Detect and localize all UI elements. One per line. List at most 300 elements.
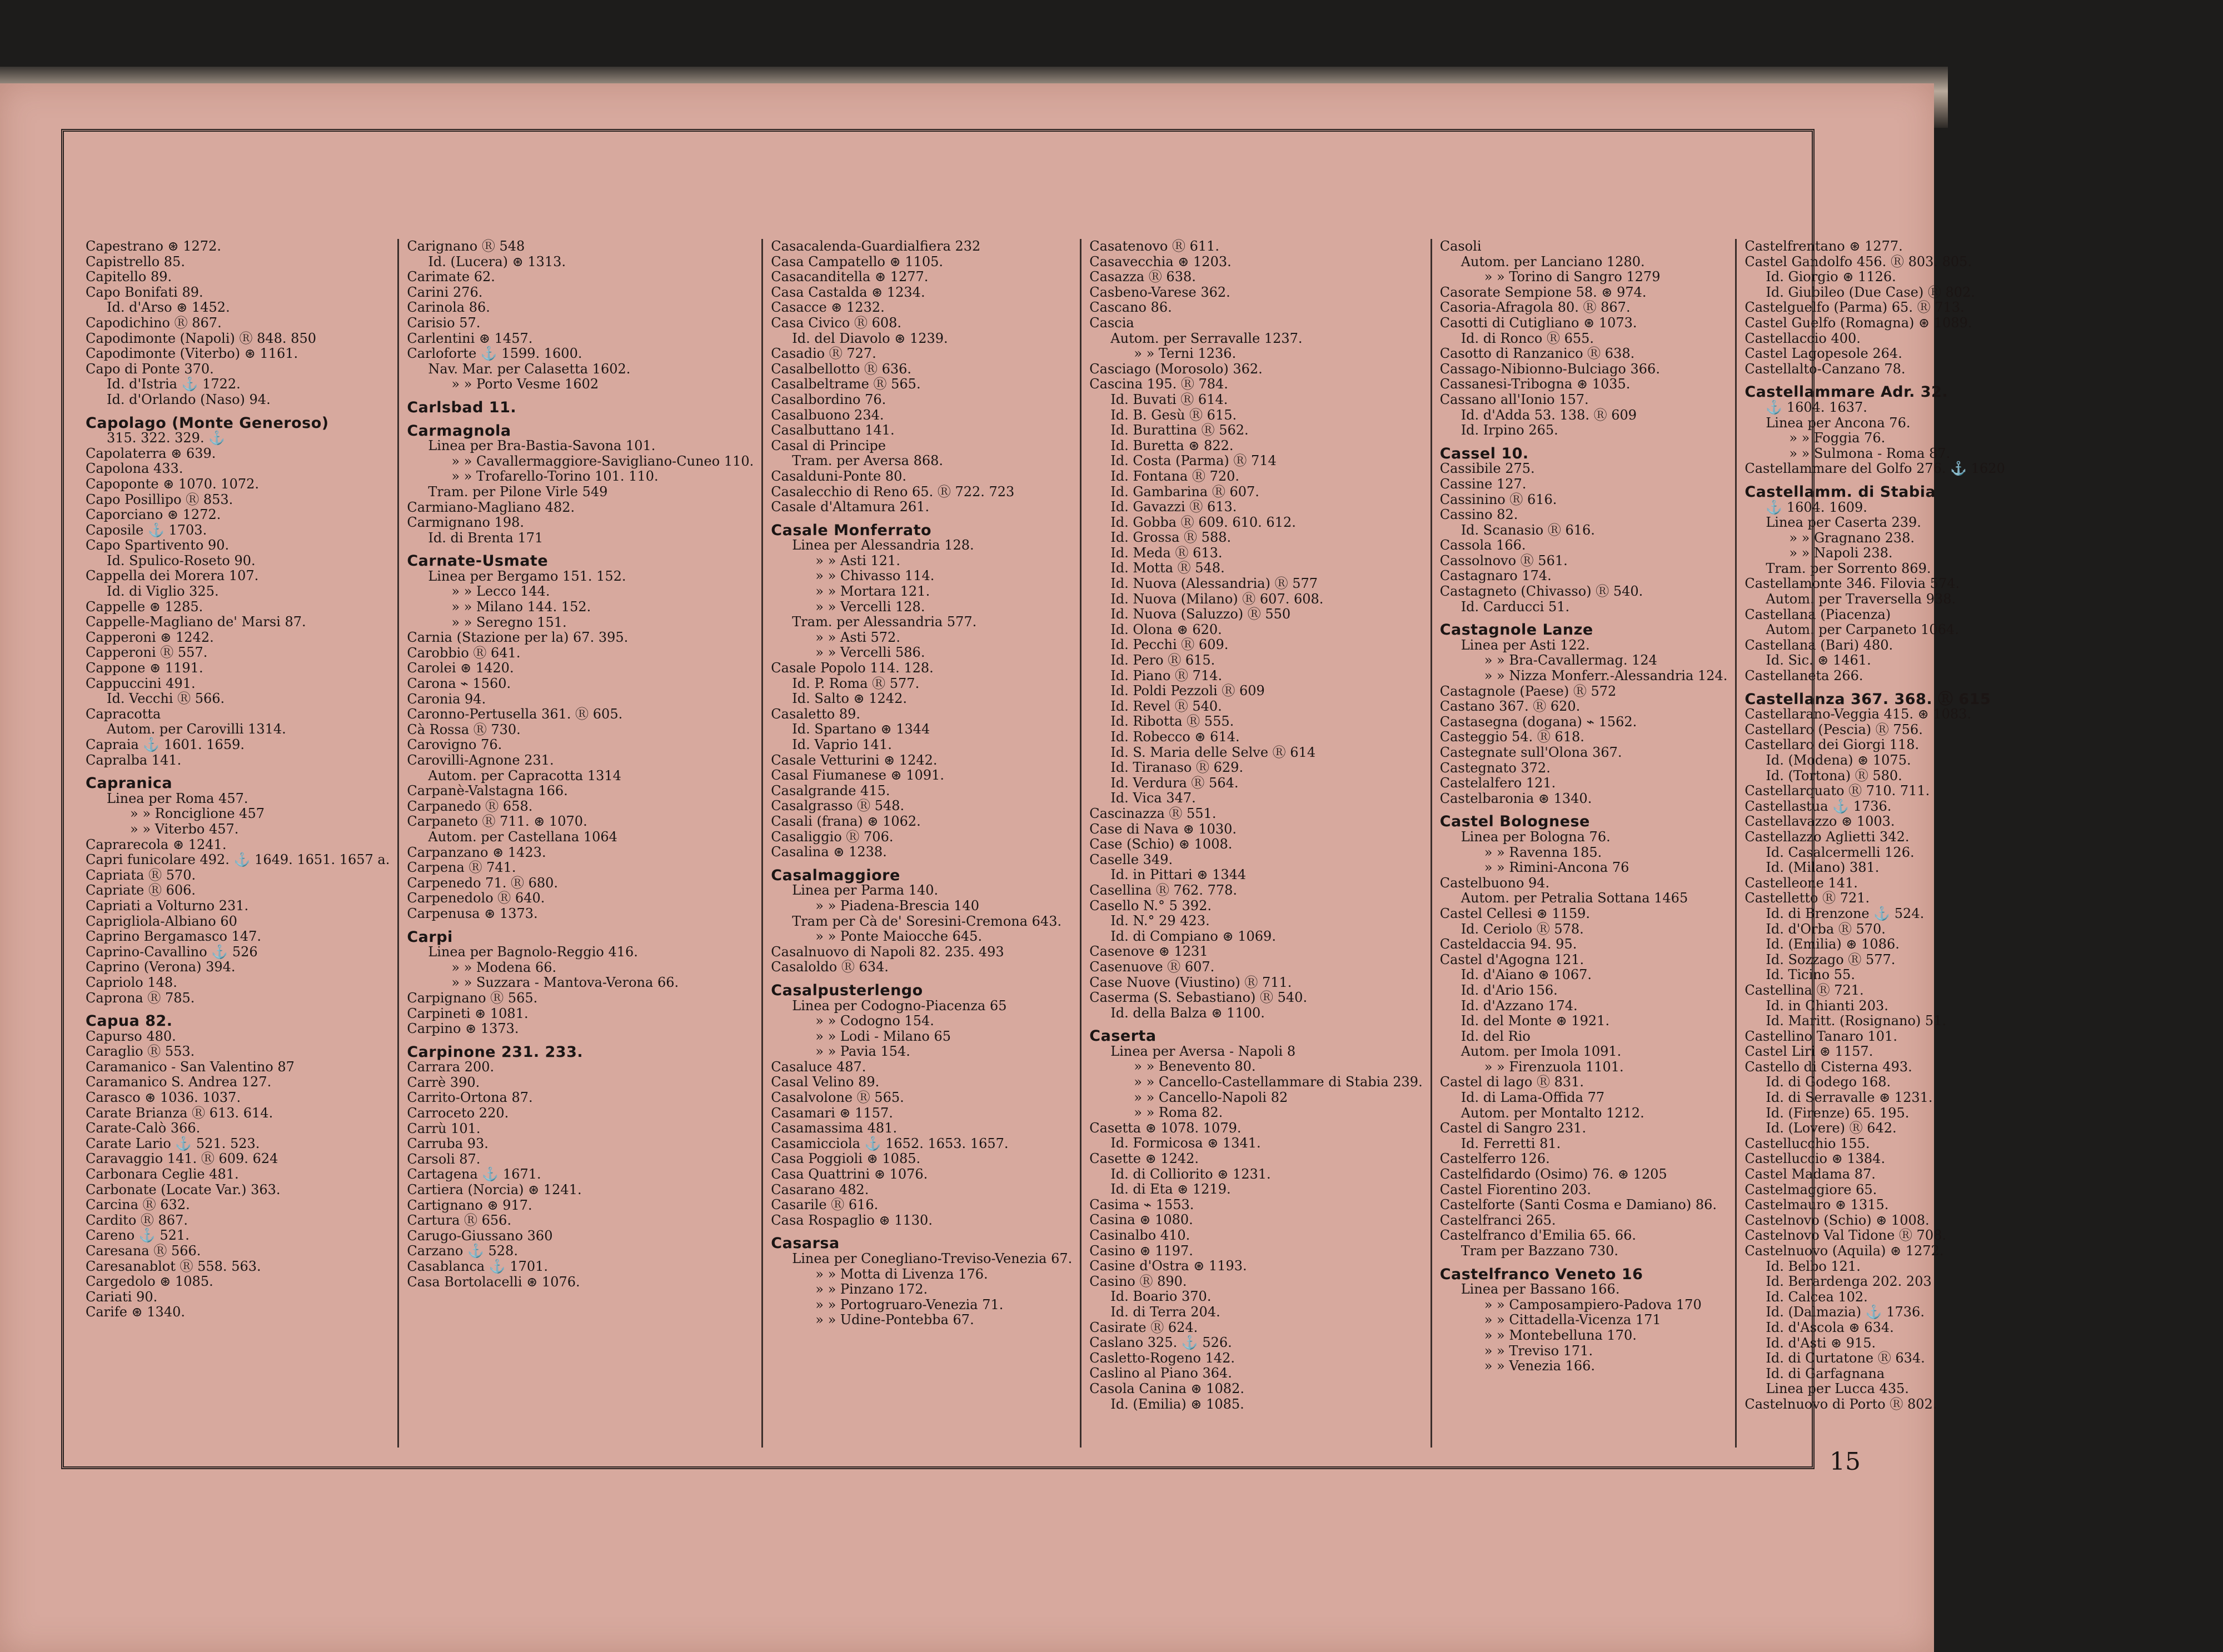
index-entry: Carpineti ⊛ 1081. <box>407 1005 529 1021</box>
index-entry: Castellammare del Golfo 276. ⚓ 1620 <box>1744 461 2005 477</box>
index-entry: Id. N.° 29 423. <box>1110 913 1210 929</box>
index-entry: Id. di Godego 168. <box>1766 1074 1891 1090</box>
index-entry: Cà Rossa Ⓡ 730. <box>407 721 521 737</box>
index-entry: Casetta ⊛ 1078. 1079. <box>1089 1120 1242 1136</box>
index-entry: Cappelle ⊛ 1285. <box>86 598 203 615</box>
index-entry: Capraia ⚓ 1601. 1659. <box>86 737 245 752</box>
index-entry: » » Piadena-Brescia 140 <box>815 897 979 914</box>
index-entry: Carignano Ⓡ 548 <box>407 238 525 254</box>
index-entry: Caronno-Pertusella 361. Ⓡ 605. <box>407 706 623 722</box>
index-entry: Carcina Ⓡ 632. <box>86 1197 190 1213</box>
index-entry: » » Torino di Sangro 1279 <box>1484 269 1661 285</box>
index-entry: Casa Quattrini ⊛ 1076. <box>771 1166 928 1182</box>
index-entry: Castellaccio 400. <box>1744 330 1861 346</box>
index-entry: Id. Giorgio ⊛ 1126. <box>1766 269 1896 285</box>
index-entry: » » Motta di Livenza 176. <box>815 1266 988 1282</box>
index-entry: Caprigliola-Albiano 60 <box>86 913 237 929</box>
index-entry: Linea per Aversa - Napoli 8 <box>1110 1043 1296 1059</box>
index-entry: Casalbeltrame Ⓡ 565. <box>771 376 921 392</box>
index-heading: Carpi <box>407 928 453 946</box>
index-entry: Casali (frana) ⊛ 1062. <box>771 813 921 829</box>
index-entry: Id. in Chianti 203. <box>1766 997 1888 1014</box>
index-entry: Id. (Emilia) ⊛ 1086. <box>1766 936 1900 952</box>
index-entry: Id. Spulico-Roseto 90. <box>107 552 256 568</box>
index-entry: Carugo-Giussano 360 <box>407 1227 553 1244</box>
index-entry: » » Seregno 151. <box>451 614 567 630</box>
index-entry: » » Firenzuola 1101. <box>1484 1059 1624 1075</box>
index-entry: Id. Nuova (Milano) Ⓡ 607. 608. <box>1110 591 1324 607</box>
index-entry: Cassanesi-Tribogna ⊛ 1035. <box>1439 376 1631 392</box>
index-entry: Caprino (Verona) 394. <box>86 959 236 975</box>
index-entry: Id. Ferretti 81. <box>1461 1135 1561 1151</box>
index-column-4 <box>1081 239 1432 1448</box>
index-entry: Cappelle-Magliano de' Marsi 87. <box>86 614 306 630</box>
index-entry: Capodimonte (Napoli) Ⓡ 848. 850 <box>86 330 316 346</box>
index-entry: Casciago (Morosolo) 362. <box>1089 361 1263 377</box>
index-entry: Casino Ⓡ 890. <box>1089 1273 1187 1289</box>
index-entry: Autom. per Carpaneto 1064. <box>1766 622 1959 638</box>
index-entry: Linea per Bagnolo-Reggio 416. <box>428 944 638 960</box>
index-entry: Linea per Parma 140. <box>792 882 939 899</box>
index-entry: » » Portogruaro-Venezia 71. <box>815 1296 1004 1312</box>
index-entry: Carife ⊛ 1340. <box>86 1304 185 1320</box>
index-entry: Castelferro 126. <box>1439 1151 1550 1167</box>
index-entry: » » Modena 66. <box>451 959 557 975</box>
index-entry: Casotti di Cutigliano ⊛ 1073. <box>1439 315 1637 331</box>
index-entry: Casaletto 89. <box>771 706 860 722</box>
index-entry: Castelfranco d'Emilia 65. 66. <box>1439 1227 1637 1244</box>
index-entry: Id. Robecco ⊛ 614. <box>1110 729 1240 745</box>
index-entry: » » Terni 1236. <box>1134 346 1237 362</box>
index-entry: Casette ⊛ 1242. <box>1089 1151 1199 1167</box>
index-entry: Id. di Lama-Offida 77 <box>1461 1090 1605 1106</box>
index-entry: Capo Bonifati 89. <box>86 284 203 300</box>
index-entry: Carbonara Ceglie 481. <box>86 1166 239 1182</box>
index-entry: Id. Scanasio Ⓡ 616. <box>1461 522 1595 538</box>
index-entry: Cartura Ⓡ 656. <box>407 1212 512 1229</box>
index-entry: Caronia 94. <box>407 691 486 707</box>
index-entry: Castelfidardo (Osimo) 76. ⊛ 1205 <box>1439 1166 1667 1182</box>
index-entry: Casarile Ⓡ 616. <box>771 1197 879 1213</box>
index-entry: » » Pavia 154. <box>815 1044 910 1060</box>
index-entry: Carsoli 87. <box>407 1151 481 1167</box>
index-entry: Cartignano ⊛ 917. <box>407 1197 532 1213</box>
index-entry: Castellaro dei Giorgi 118. <box>1744 737 1920 753</box>
index-entry: Id. Piano Ⓡ 714. <box>1110 667 1223 683</box>
index-entry: Id. di Terra 204. <box>1110 1304 1220 1320</box>
index-entry: Castelnovo (Schio) ⊛ 1008. <box>1744 1212 1930 1228</box>
index-entry: Id. d'Azzano 174. <box>1461 997 1578 1014</box>
index-entry: Capo Spartivento 90. <box>86 537 230 553</box>
index-entry: Tram. per Sorrento 869. <box>1766 560 1931 576</box>
index-entry: Id. Ticino 55. <box>1766 967 1855 983</box>
index-heading: Capua 82. <box>86 1012 173 1030</box>
index-entry: » » Suzzara - Mantova-Verona 66. <box>451 975 679 991</box>
index-entry: Autom. per Imola 1091. <box>1461 1044 1622 1060</box>
index-entry: Id. (Modena) ⊛ 1075. <box>1766 752 1911 768</box>
index-entry: Id. Belbo 121. <box>1766 1258 1861 1274</box>
index-entry: Casenove ⊛ 1231 <box>1089 944 1208 960</box>
index-entry: Casina ⊛ 1080. <box>1089 1212 1193 1228</box>
index-entry: Id. Sic. ⊛ 1461. <box>1766 652 1871 668</box>
index-entry: Casa Civico Ⓡ 608. <box>771 315 902 331</box>
index-entry: Casadio Ⓡ 727. <box>771 346 876 362</box>
index-entry: Id. (Tortona) Ⓡ 580. <box>1766 767 1902 783</box>
index-column-2 <box>399 239 763 1448</box>
index-entry: Id. d'Arso ⊛ 1452. <box>107 300 230 316</box>
index-heading: Castagnole Lanze <box>1439 621 1593 639</box>
index-entry: Carlentini ⊛ 1457. <box>407 330 533 346</box>
index-entry: Carpino ⊛ 1373. <box>407 1021 519 1037</box>
index-entry: Casale Vetturini ⊛ 1242. <box>771 752 938 768</box>
index-entry: Casaloldo Ⓡ 634. <box>771 959 889 975</box>
index-entry: Cardito Ⓡ 867. <box>86 1212 188 1228</box>
index-entry: Capodimonte (Viterbo) ⊛ 1161. <box>86 346 298 362</box>
index-entry: Id. d'Orlando (Naso) 94. <box>107 391 271 407</box>
index-entry: Id. d'Ascola ⊛ 634. <box>1766 1319 1894 1335</box>
index-entry: Id. Buvati Ⓡ 614. <box>1110 391 1228 407</box>
index-entry: Id. Calcea 102. <box>1766 1289 1868 1305</box>
index-entry: Carpaneto Ⓡ 711. ⊛ 1070. <box>407 813 587 830</box>
index-entry: Castel Madama 87. <box>1744 1166 1876 1182</box>
index-entry: Id. di Curtatone Ⓡ 634. <box>1766 1350 1925 1366</box>
index-entry: Cargedolo ⊛ 1085. <box>86 1274 213 1290</box>
index-entry: Id. Casalcermelli 126. <box>1766 844 1915 860</box>
index-entry: Linea per Bassano 166. <box>1461 1281 1620 1297</box>
index-entry: Caramanico - San Valentino 87 <box>86 1059 295 1075</box>
index-entry: Casotto di Ranzanico Ⓡ 638. <box>1439 346 1635 362</box>
index-entry: Carroceto 220. <box>407 1105 509 1121</box>
index-entry: Caslano 325. ⚓ 526. <box>1089 1335 1232 1351</box>
index-entry: » » Napoli 238. <box>1789 545 1893 561</box>
index-entry: Castelmauro ⊛ 1315. <box>1744 1197 1889 1213</box>
index-entry: Castel Fiorentino 203. <box>1439 1181 1592 1197</box>
index-entry: Cassinino Ⓡ 616. <box>1439 491 1557 507</box>
index-entry: Id. Ceriolo Ⓡ 578. <box>1461 921 1584 937</box>
index-heading: Castellammare Adr. 32. <box>1744 383 1948 401</box>
index-entry: Carate Brianza Ⓡ 613. 614. <box>86 1105 273 1121</box>
index-entry: Carpenedo 71. Ⓡ 680. <box>407 875 559 891</box>
index-entry: Id. Irpino 265. <box>1461 422 1558 438</box>
index-column-1 <box>78 239 399 1448</box>
index-entry: Nav. Mar. per Calasetta 1602. <box>428 361 631 377</box>
index-entry: Casalbordino 76. <box>771 391 886 407</box>
index-entry: Id. d'Adda 53. 138. Ⓡ 609 <box>1461 407 1637 423</box>
index-entry: Carrito-Ortona 87. <box>407 1090 533 1106</box>
index-entry: » » Ravenna 185. <box>1484 844 1602 860</box>
index-entry: Id. Vecchi Ⓡ 566. <box>107 691 225 707</box>
index-entry: Tram per Cà de' Soresini-Cremona 643. <box>792 913 1062 929</box>
index-entry: Casacce ⊛ 1232. <box>771 300 885 316</box>
index-entry: Linea per Ancona 76. <box>1766 415 1911 431</box>
index-entry: Casal di Principe <box>771 437 886 453</box>
index-entry: Casellina Ⓡ 762. 778. <box>1089 882 1238 898</box>
index-entry: Caraglio Ⓡ 553. <box>86 1044 195 1060</box>
index-entry: Id. Olona ⊛ 620. <box>1110 621 1222 637</box>
index-entry: Id. Tiranaso Ⓡ 629. <box>1110 760 1244 776</box>
index-entry: Castelnuovo di Porto Ⓡ 802. <box>1744 1396 1937 1412</box>
index-entry: Linea per Bergamo 151. 152. <box>428 568 626 584</box>
index-entry: Id. Nuova (Saluzzo) Ⓡ 550 <box>1110 606 1291 622</box>
index-entry: Castelforte (Santi Cosma e Damiano) 86. <box>1439 1197 1717 1213</box>
index-entry: » » Rimini-Ancona 76 <box>1484 860 1629 876</box>
index-entry: Casa Campatello ⊛ 1105. <box>771 253 944 269</box>
index-entry: Id. Grossa Ⓡ 588. <box>1110 530 1232 546</box>
index-entry: Capitello 89. <box>86 269 172 285</box>
index-entry: Capistrello 85. <box>86 253 185 269</box>
index-entry: Carasco ⊛ 1036. 1037. <box>86 1090 241 1106</box>
index-entry: Castel di Sangro 231. <box>1439 1120 1587 1136</box>
index-entry: Case di Nava ⊛ 1030. <box>1089 821 1237 837</box>
index-heading: Carlsbad 11. <box>407 398 517 416</box>
index-entry: Id. Giubileo (Due Case) Ⓡ 802. <box>1766 284 1975 300</box>
index-entry: » » Camposampiero-Padova 170 <box>1484 1296 1702 1312</box>
index-entry: Carisio 57. <box>407 315 481 331</box>
index-entry: Carzano ⚓ 528. <box>407 1243 518 1259</box>
index-entry: » » Cavallermaggiore-Savigliano-Cuneo 110. <box>451 453 754 469</box>
index-heading: Caserta <box>1089 1027 1157 1045</box>
index-entry: Id. d'Istria ⚓ 1722. <box>107 376 241 392</box>
index-entry: Carrara 200. <box>407 1059 495 1075</box>
index-entry: Id. Vica 347. <box>1110 790 1196 806</box>
index-heading: Carpinone 231. 233. <box>407 1043 584 1061</box>
index-entry: Carolei ⊛ 1420. <box>407 660 514 676</box>
index-entry: Castello di Cisterna 493. <box>1744 1059 1912 1075</box>
index-entry: Autom. per Petralia Sottana 1465 <box>1461 890 1688 906</box>
index-entry: Casazza Ⓡ 638. <box>1089 269 1196 285</box>
index-entry: Id. del Monte ⊛ 1921. <box>1461 1013 1610 1029</box>
index-entry: Id. B. Gesù Ⓡ 615. <box>1110 407 1237 423</box>
index-entry: Id. di Viglio 325. <box>107 583 219 600</box>
index-entry: Id. Berardenga 202. 203 <box>1766 1274 1932 1290</box>
index-entry: Carate Lario ⚓ 521. 523. <box>86 1135 260 1151</box>
index-entry: Cariati 90. <box>86 1289 158 1305</box>
index-entry: Casoli <box>1439 238 1482 254</box>
index-entry: Carruba 93. <box>407 1136 489 1152</box>
index-column-6 <box>1737 239 2012 1448</box>
index-entry: Id. d'Ario 156. <box>1461 982 1558 998</box>
index-entry: Castelnuovo (Aquila) ⊛ 1272. <box>1744 1243 1944 1259</box>
index-entry: Id. Vaprio 141. <box>792 737 892 752</box>
index-entry: Casalbuono 234. <box>771 407 884 423</box>
index-entry: Casima ⌁ 1553. <box>1089 1196 1194 1212</box>
index-heading: Castellamm. di Stabia <box>1744 483 1936 501</box>
index-entry: Id. di Brenta 171 <box>428 530 544 546</box>
index-entry: Capri funicolare 492. ⚓ 1649. 1651. 1657 a. <box>86 852 390 868</box>
index-entry: Castel Guelfo (Romagna) ⊛ 1089. <box>1744 315 1972 331</box>
index-entry: Carpanedo Ⓡ 658. <box>407 798 533 814</box>
index-entry: Castelbuono 94. <box>1439 875 1550 891</box>
index-entry: Casola Canina ⊛ 1082. <box>1089 1380 1244 1396</box>
index-entry: Castellino Tanaro 101. <box>1744 1028 1897 1044</box>
index-entry: Castel Cellesi ⊛ 1159. <box>1439 905 1591 921</box>
index-entry: Id. di Serravalle ⊛ 1231. <box>1766 1090 1933 1106</box>
index-entry: Caporciano ⊛ 1272. <box>86 507 221 523</box>
index-entry: Id. P. Roma Ⓡ 577. <box>792 675 920 691</box>
index-entry: Cassago-Nibionno-Bulciago 366. <box>1439 361 1660 377</box>
index-entry: Cartiera (Norcia) ⊛ 1241. <box>407 1182 582 1198</box>
index-entry: Carpanè-Valstagna 166. <box>407 783 568 799</box>
index-entry: Carpena Ⓡ 741. <box>407 860 516 876</box>
index-entry: Id. (Firenze) 65. 195. <box>1766 1105 1910 1121</box>
index-entry: Carnia (Stazione per la) 67. 395. <box>407 630 629 646</box>
index-entry: Id. Motta Ⓡ 548. <box>1110 560 1225 576</box>
index-column-5 <box>1432 239 1737 1448</box>
index-entry: Castel Liri ⊛ 1157. <box>1744 1044 1873 1060</box>
index-entry: Casello N.° 5 392. <box>1089 897 1212 914</box>
index-entry: Capoponte ⊛ 1070. 1072. <box>86 476 260 492</box>
index-entry: Cassano all'Ionio 157. <box>1439 391 1589 407</box>
index-entry: Casalgrande 415. <box>771 782 890 798</box>
index-entry: 315. 322. 329. ⚓ <box>107 430 226 446</box>
index-entry: Casaluce 487. <box>771 1059 866 1075</box>
index-entry: Cappone ⊛ 1191. <box>86 660 203 676</box>
index-entry: Castel di lago Ⓡ 831. <box>1439 1074 1584 1090</box>
index-entry: Id. Fontana Ⓡ 720. <box>1110 468 1240 484</box>
index-entry: Id. Pecchi Ⓡ 609. <box>1110 637 1229 653</box>
index-heading: Casarsa <box>771 1235 840 1252</box>
index-entry: Id. Gavazzi Ⓡ 613. <box>1110 499 1237 515</box>
index-entry: Castelalfero 121. <box>1439 775 1556 791</box>
index-entry: Casavecchia ⊛ 1203. <box>1089 253 1232 269</box>
index-entry: Casal Fiumanese ⊛ 1091. <box>771 767 944 783</box>
index-entry: Carovilli-Agnone 231. <box>407 752 554 768</box>
index-entry: Id. Sozzago Ⓡ 577. <box>1766 951 1896 967</box>
index-entry: Casalbuttano 141. <box>771 422 895 438</box>
index-entry: » » Mortara 121. <box>815 583 930 600</box>
index-entry: Id. (Lucera) ⊛ 1313. <box>428 253 566 269</box>
index-entry: » » Venezia 166. <box>1484 1358 1596 1374</box>
index-entry: Id. di Compiano ⊛ 1069. <box>1110 928 1276 944</box>
index-entry: Capestrano ⊛ 1272. <box>86 238 221 254</box>
index-entry: Id. di Garfagnana <box>1766 1365 1885 1381</box>
index-entry: Id. (Lovere) Ⓡ 642. <box>1766 1120 1897 1136</box>
index-entry: Case (Schio) ⊛ 1008. <box>1089 836 1233 852</box>
index-entry: Castelmaggiore 65. <box>1744 1181 1877 1197</box>
index-entry: Capperoni Ⓡ 557. <box>86 645 208 661</box>
index-entry: Caprino Bergamasco 147. <box>86 929 262 945</box>
index-entry: Id. Meda Ⓡ 613. <box>1110 545 1223 561</box>
index-entry: Cassola 166. <box>1439 537 1526 553</box>
index-entry: Id. (Dalmazia) ⚓ 1736. <box>1766 1304 1925 1320</box>
index-entry: Carimate 62. <box>407 269 495 285</box>
index-entry: Cascia <box>1089 315 1134 331</box>
index-entry: Casamari ⊛ 1157. <box>771 1105 893 1121</box>
index-entry: » » Codogno 154. <box>815 1013 934 1029</box>
index-entry: Caserma (S. Sebastiano) Ⓡ 540. <box>1089 990 1308 1006</box>
index-entry: Id. (Milano) 381. <box>1766 860 1880 876</box>
index-entry: Id. Salto ⊛ 1242. <box>792 691 907 707</box>
index-entry: Id. d'Orba Ⓡ 570. <box>1766 921 1886 937</box>
index-entry: Casteldaccia 94. 95. <box>1439 936 1577 952</box>
index-entry: Cassibile 275. <box>1439 461 1535 477</box>
index-entry: Castelfranci 265. <box>1439 1212 1556 1228</box>
index-entry: » » Benevento 80. <box>1134 1059 1256 1075</box>
index-entry: Tram. per Pilone Virle 549 <box>428 483 608 500</box>
index-entry: Castelbaronia ⊛ 1340. <box>1439 790 1592 806</box>
index-entry: Castelfrentano ⊛ 1277. <box>1744 238 1903 254</box>
index-entry: Tram. per Alessandria 577. <box>792 614 977 630</box>
index-entry: Casalbellotto Ⓡ 636. <box>771 361 912 377</box>
index-entry: Casoria-Afragola 80. Ⓡ 867. <box>1439 300 1631 316</box>
index-entry: Cappella dei Morera 107. <box>86 568 259 584</box>
index-entry: Id. Burattina Ⓡ 562. <box>1110 422 1249 438</box>
index-heading: Casalmaggiore <box>771 866 900 884</box>
index-entry: Id. Gobba Ⓡ 609. 610. 612. <box>1110 514 1296 530</box>
index-entry: Id. in Pittari ⊛ 1344 <box>1110 867 1247 883</box>
index-heading: Casale Monferrato <box>771 521 932 539</box>
index-entry: ⚓ 1604. 1609. <box>1766 499 1867 515</box>
index-entry: Casinalbo 410. <box>1089 1227 1190 1243</box>
index-entry: Carpenedolo Ⓡ 640. <box>407 890 545 906</box>
index-entry: Linea per Bologna 76. <box>1461 829 1611 845</box>
index-entry: Castellarano-Veggia 415. ⊛ 1083. <box>1744 706 1972 722</box>
index-entry: Casale d'Altamura 261. <box>771 499 930 515</box>
index-entry: » » Udine-Pontebba 67. <box>815 1312 974 1328</box>
index-entry: Tram. per Aversa 868. <box>792 453 944 469</box>
index-entry: Carpignano Ⓡ 565. <box>407 990 538 1006</box>
index-entry: Capo Posillipo Ⓡ 853. <box>86 491 233 507</box>
index-entry: Id. del Rio <box>1461 1028 1531 1044</box>
index-entry: Id. Pero Ⓡ 615. <box>1110 652 1215 668</box>
index-entry: Caprona Ⓡ 785. <box>86 990 195 1006</box>
index-entry: Id. di Brenzone ⚓ 524. <box>1766 905 1925 921</box>
index-entry: Linea per Bra-Bastia-Savona 101. <box>428 438 656 454</box>
index-entry: Casine d'Ostra ⊛ 1193. <box>1089 1258 1247 1274</box>
index-entry: » » Vercelli 586. <box>815 645 925 661</box>
index-entry: Castasegna (dogana) ⌁ 1562. <box>1439 713 1637 730</box>
index-entry: Caslino al Piano 364. <box>1089 1365 1232 1381</box>
index-entry: Linea per Roma 457. <box>107 790 248 806</box>
index-entry: Id. Verdura Ⓡ 564. <box>1110 775 1239 791</box>
index-entry: » » Treviso 171. <box>1484 1342 1593 1359</box>
index-entry: Casalduni-Ponte 80. <box>771 468 907 484</box>
index-entry: Cassino 82. <box>1439 507 1518 523</box>
index-entry: » » Lecco 144. <box>451 583 550 600</box>
index-entry: Castagnaro 174. <box>1439 568 1552 584</box>
index-entry: Capurso 480. <box>86 1028 176 1044</box>
index-entry: Castellina Ⓡ 721. <box>1744 982 1864 998</box>
index-entry: Caprarecola ⊛ 1241. <box>86 836 227 852</box>
index-entry: Autom. per Serravalle 1237. <box>1110 330 1303 346</box>
index-entry: Casbeno-Varese 362. <box>1089 284 1230 300</box>
index-entry: Carobbio Ⓡ 641. <box>407 645 521 661</box>
index-entry: Capriolo 148. <box>86 974 177 990</box>
index-heading: Castellanza 367. 368. Ⓡ 615 <box>1744 690 1991 708</box>
index-entry: Capo di Ponte 370. <box>86 361 214 377</box>
index-entry: Castelnovo Val Tidone Ⓡ 708. <box>1744 1227 1946 1244</box>
index-entry: Castelletto Ⓡ 721. <box>1744 890 1870 906</box>
index-entry: Casacalenda-Guardialfiera 232 <box>771 238 981 254</box>
index-entry: » » Porto Vesme 1602 <box>451 376 599 392</box>
index-entry: Carovigno 76. <box>407 737 502 753</box>
index-entry: Autom. per Capracotta 1314 <box>428 767 621 783</box>
index-heading: Casalpusterlengo <box>771 981 923 999</box>
index-entry: Casa Castalda ⊛ 1234. <box>771 284 925 300</box>
index-entry: Id. della Balza ⊛ 1100. <box>1110 1005 1265 1021</box>
index-entry: » » Sulmona - Roma 87. <box>1789 445 1951 461</box>
index-entry: Id. Nuova (Alessandria) Ⓡ 577 <box>1110 576 1318 592</box>
index-entry: Capolona 433. <box>86 461 183 477</box>
index-entry: Casamassima 481. <box>771 1120 898 1136</box>
index-entry: Id. del Diavolo ⊛ 1239. <box>792 330 948 346</box>
index-entry: Castellalto-Canzano 78. <box>1744 361 1906 377</box>
index-entry: Casalgrasso Ⓡ 548. <box>771 798 905 814</box>
index-entry: Carrè 390. <box>407 1074 480 1090</box>
index-entry: » » Trofarello-Torino 101. 110. <box>451 468 659 485</box>
index-entry: Cascinazza Ⓡ 551. <box>1089 805 1217 821</box>
index-entry: Id. Maritt. (Rosignano) 51. <box>1766 1013 1947 1029</box>
